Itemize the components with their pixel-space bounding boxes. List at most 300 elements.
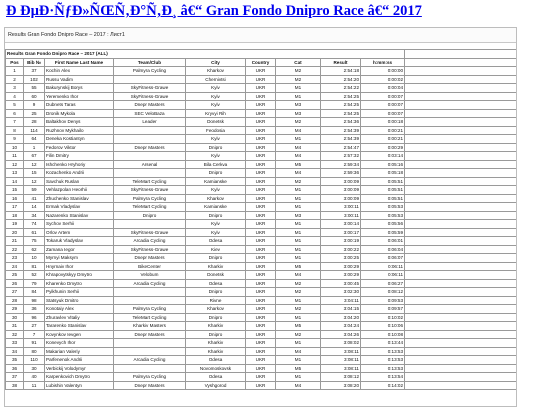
cell-country: UKR xyxy=(246,373,276,382)
cell-bib: 96 xyxy=(24,313,45,322)
cell-pos: 21 xyxy=(6,237,24,246)
cell-team: Palmyra Cycling xyxy=(114,194,186,203)
cell-city: Kyiv xyxy=(186,152,246,161)
cell-team: Dnipro xyxy=(114,211,186,220)
cell-name: Ermak Vladyslav xyxy=(45,203,114,212)
cell-result: 3:00:11 xyxy=(321,203,361,212)
cell-country: UKR xyxy=(246,101,276,110)
cell-team xyxy=(114,288,186,297)
cell-city: Rivne xyxy=(186,296,246,305)
cell-team: Velobum xyxy=(114,271,186,280)
cell-team: SEC VeloBaza xyxy=(114,109,186,118)
cell-country: UKR xyxy=(246,237,276,246)
cell-bib: 25 xyxy=(24,109,45,118)
table-row xyxy=(6,381,517,390)
cell-pos: 37 xyxy=(6,373,24,382)
results-spreadsheet xyxy=(4,27,517,407)
cell-city: Kharkov xyxy=(186,67,246,76)
cell-country: UKR xyxy=(246,92,276,101)
cell-team: SkyFitness-Grawe xyxy=(114,245,186,254)
table-row xyxy=(6,245,517,254)
table-row xyxy=(6,109,517,118)
cell-cat: M1 xyxy=(276,194,321,203)
cell-gap: 0:10:06 xyxy=(361,322,405,331)
cell-country: UKR xyxy=(246,347,276,356)
cell-cat: M1 xyxy=(276,373,321,382)
empty-cell xyxy=(405,356,517,365)
cell-name: Tararenko Stanislav xyxy=(45,322,114,331)
cell-pos: 6 xyxy=(6,109,24,118)
cell-pos: 20 xyxy=(6,228,24,237)
cell-team xyxy=(114,126,186,135)
cell-name: Khrapovytskyy Dmytro xyxy=(45,271,114,280)
cell-city: Feodosia xyxy=(186,126,246,135)
cell-country: UKR xyxy=(246,109,276,118)
cell-team: Dnepr Masters xyxy=(114,254,186,263)
cell-country: UKR xyxy=(246,381,276,390)
table-row xyxy=(6,67,517,76)
cell-name: Filin Dmitry xyxy=(45,152,114,161)
cell-team: Arcadia Cycling xyxy=(114,279,186,288)
cell-gap: 0:05:51 xyxy=(361,194,405,203)
table-row xyxy=(6,271,517,280)
empty-cell xyxy=(405,101,517,110)
cell-result: 2:57:32 xyxy=(321,152,361,161)
header-result: Result xyxy=(321,58,361,67)
cell-cat: M2 xyxy=(276,305,321,314)
cell-name: Kochin Alex xyxy=(45,67,114,76)
cell-country: UKR xyxy=(246,356,276,365)
cell-country: UKR xyxy=(246,339,276,348)
table-row xyxy=(6,75,517,84)
cell-pos: 33 xyxy=(6,339,24,348)
cell-bib: 30 xyxy=(24,364,45,373)
cell-country: UKR xyxy=(246,126,276,135)
cell-pos: 26 xyxy=(6,279,24,288)
cell-country: UKR xyxy=(246,75,276,84)
cell-gap: 0:05:51 xyxy=(361,177,405,186)
header-name: First Name Last Name xyxy=(45,58,114,67)
empty-cell xyxy=(405,228,517,237)
cell-pos: 16 xyxy=(6,194,24,203)
cell-name: Kozachenko Andrii xyxy=(45,169,114,178)
cell-result: 2:54:39 xyxy=(321,126,361,135)
empty-cell xyxy=(405,262,517,271)
cell-city: Odesa xyxy=(186,373,246,382)
cell-bib: 64 xyxy=(24,135,45,144)
cell-team: BikeCenter xyxy=(114,262,186,271)
empty-cell xyxy=(405,160,517,169)
empty-cell xyxy=(405,84,517,93)
cell-bib: 79 xyxy=(24,279,45,288)
cell-result: 2:59:34 xyxy=(321,160,361,169)
cell-city: Dnipro xyxy=(186,169,246,178)
cell-gap: 0:05:53 xyxy=(361,203,405,212)
cell-team: SkyFitness-Grawe xyxy=(114,84,186,93)
cell-bib: 110 xyxy=(24,356,45,365)
cell-pos: 2 xyxy=(6,75,24,84)
cell-cat: M1 xyxy=(276,237,321,246)
cell-gap: 0:09:53 xyxy=(361,296,405,305)
empty-cell xyxy=(405,254,517,263)
cell-team: Arcadia Cycling xyxy=(114,356,186,365)
cell-pos: 36 xyxy=(6,364,24,373)
cell-city: Vyshgorod xyxy=(186,381,246,390)
cell-pos: 7 xyxy=(6,118,24,127)
cell-city: Kharkov xyxy=(186,305,246,314)
cell-result: 3:00:09 xyxy=(321,194,361,203)
cell-city: Kharkiv xyxy=(186,262,246,271)
cell-pos: 29 xyxy=(6,305,24,314)
header-country: Country xyxy=(246,58,276,67)
cell-cat: M3 xyxy=(276,101,321,110)
empty-cell xyxy=(405,186,517,195)
empty-cell xyxy=(405,194,517,203)
table-row xyxy=(6,228,517,237)
table-row xyxy=(6,135,517,144)
cell-cat: M1 xyxy=(276,356,321,365)
table-caption-row xyxy=(6,50,517,59)
empty-cell xyxy=(405,279,517,288)
cell-city: Dnipro xyxy=(186,211,246,220)
cell-bib: 10 xyxy=(24,254,45,263)
cell-country: UKR xyxy=(246,262,276,271)
cell-cat: M1 xyxy=(276,245,321,254)
cell-bib: 55 xyxy=(24,84,45,93)
table-row xyxy=(6,177,517,186)
cell-pos: 8 xyxy=(6,126,24,135)
cell-gap: 0:00:00 xyxy=(361,67,405,76)
cell-bib: 62 xyxy=(24,245,45,254)
cell-country: UKR xyxy=(246,305,276,314)
empty-cell xyxy=(405,245,517,254)
cell-bib: 12 xyxy=(24,160,45,169)
cell-country: UKR xyxy=(246,118,276,127)
table-row xyxy=(6,279,517,288)
cell-gap: 0:13:53 xyxy=(361,356,405,365)
cell-name: Baltakhov Denys xyxy=(45,118,114,127)
cell-name: Zhuravlev Vitaliy xyxy=(45,313,114,322)
cell-city: Chernivtsi xyxy=(186,75,246,84)
cell-gap: 0:06:04 xyxy=(361,245,405,254)
cell-city: Donetsk xyxy=(186,271,246,280)
cell-gap: 0:06:07 xyxy=(361,254,405,263)
cell-bib: 98 xyxy=(24,296,45,305)
cell-city: Odesa xyxy=(186,356,246,365)
cell-gap: 0:05:56 xyxy=(361,220,405,229)
table-row xyxy=(6,330,517,339)
cell-city: Dnipro xyxy=(186,143,246,152)
table-row xyxy=(6,101,517,110)
cell-pos: 32 xyxy=(6,330,24,339)
cell-cat: M1 xyxy=(276,228,321,237)
cell-city: Kryvyi Rih xyxy=(186,109,246,118)
table-row xyxy=(6,169,517,178)
cell-country: UKR xyxy=(246,84,276,93)
empty-cell xyxy=(405,50,517,59)
cell-bib: 61 xyxy=(24,228,45,237)
cell-pos: 18 xyxy=(6,211,24,220)
cell-result: 3:00:09 xyxy=(321,186,361,195)
cell-gap: 0:13:54 xyxy=(361,373,405,382)
cell-gap: 0:00:04 xyxy=(361,84,405,93)
cell-result: 3:00:19 xyxy=(321,237,361,246)
cell-team: Arsenal xyxy=(114,160,186,169)
cell-cat: M2 xyxy=(276,67,321,76)
table-row xyxy=(6,347,517,356)
cell-name: Sychov Serhii xyxy=(45,220,114,229)
table-row xyxy=(6,143,517,152)
cell-gap: 0:05:18 xyxy=(361,169,405,178)
empty-cell xyxy=(405,305,517,314)
cell-pos: 28 xyxy=(6,296,24,305)
cell-gap: 0:06:11 xyxy=(361,262,405,271)
cell-city: Dnipro xyxy=(186,313,246,322)
cell-pos: 35 xyxy=(6,356,24,365)
cell-bib: 27 xyxy=(24,322,45,331)
cell-result: 2:54:20 xyxy=(321,75,361,84)
cell-cat: M4 xyxy=(276,143,321,152)
cell-bib: 34 xyxy=(24,211,45,220)
cell-name: Kovynkov Ievgen xyxy=(45,330,114,339)
table-row xyxy=(6,186,517,195)
cell-result: 3:00:14 xyxy=(321,220,361,229)
cell-gap: 0:05:51 xyxy=(361,186,405,195)
table-row xyxy=(6,288,517,297)
cell-gap: 0:05:16 xyxy=(361,160,405,169)
cell-gap: 0:13:44 xyxy=(361,339,405,348)
cell-result: 3:00:25 xyxy=(321,254,361,263)
cell-result: 3:04:11 xyxy=(321,296,361,305)
cell-team: TeleMart Cycling xyxy=(114,203,186,212)
empty-cell xyxy=(405,211,517,220)
cell-result: 3:04:24 xyxy=(321,322,361,331)
cell-cat: M5 xyxy=(276,364,321,373)
empty-cell xyxy=(405,322,517,331)
cell-result: 2:54:25 xyxy=(321,101,361,110)
cell-result: 2:54:18 xyxy=(321,67,361,76)
table-row xyxy=(6,313,517,322)
cell-pos: 15 xyxy=(6,186,24,195)
cell-result: 3:00:29 xyxy=(321,262,361,271)
empty-cell xyxy=(405,237,517,246)
cell-gap: 0:00:21 xyxy=(361,135,405,144)
empty-cell xyxy=(405,220,517,229)
cell-name: Deneka Kostiantyn xyxy=(45,135,114,144)
cell-bib: 114 xyxy=(24,126,45,135)
cell-team: Dnepr Masters xyxy=(114,330,186,339)
cell-cat: M1 xyxy=(276,313,321,322)
cell-result: 2:54:25 xyxy=(321,109,361,118)
cell-result: 3:08:11 xyxy=(321,356,361,365)
cell-pos: 13 xyxy=(6,169,24,178)
cell-name: Pyikhunin Serhii xyxy=(45,288,114,297)
cell-cat: M1 xyxy=(276,186,321,195)
sheet-tab-label: Results Gran Fondo Dnipro Race – 2017 : Лист1 xyxy=(5,28,516,43)
cell-city: Kiev xyxy=(186,245,246,254)
cell-pos: 4 xyxy=(6,92,24,101)
cell-team xyxy=(114,75,186,84)
empty-cell xyxy=(405,92,517,101)
header-pos: Pos xyxy=(6,58,24,67)
cell-country: UKR xyxy=(246,186,276,195)
empty-cell xyxy=(405,313,517,322)
cell-cat: M2 xyxy=(276,330,321,339)
cell-city: Kharkov xyxy=(186,194,246,203)
table-row xyxy=(6,339,517,348)
cell-country: UKR xyxy=(246,330,276,339)
cell-name: Konotaiy Alex xyxy=(45,305,114,314)
cell-name: Lubishin Valentyn xyxy=(45,381,114,390)
cell-name: Ishchenko Hryhoriy xyxy=(45,160,114,169)
cell-country: UKR xyxy=(246,194,276,203)
cell-bib: 12 xyxy=(24,177,45,186)
cell-pos: 23 xyxy=(6,254,24,263)
cell-city: Kyiv xyxy=(186,228,246,237)
cell-cat: M5 xyxy=(276,160,321,169)
cell-bib: 14 xyxy=(24,203,45,212)
cell-city: Bila Cerkva xyxy=(186,160,246,169)
empty-cell xyxy=(405,381,517,390)
cell-result: 2:54:22 xyxy=(321,84,361,93)
cell-country: UKR xyxy=(246,160,276,169)
cell-cat: M4 xyxy=(276,169,321,178)
cell-pos: 19 xyxy=(6,220,24,229)
cell-city: Kharkiv xyxy=(186,347,246,356)
cell-team: SkyFitness-Grawe xyxy=(114,186,186,195)
cell-country: UKR xyxy=(246,322,276,331)
cell-bib: 52 xyxy=(24,271,45,280)
cell-bib: 11 xyxy=(24,381,45,390)
cell-cat: M5 xyxy=(276,262,321,271)
cell-name: Myrnyi Maksym xyxy=(45,254,114,263)
cell-city: Odesa xyxy=(186,279,246,288)
cell-pos: 5 xyxy=(6,101,24,110)
table-row xyxy=(6,305,517,314)
cell-bib: 1 xyxy=(24,143,45,152)
cell-team: Palmyra Cycling xyxy=(114,373,186,382)
cell-gap: 0:13:53 xyxy=(361,364,405,373)
cell-name: Parfenenok Andrii xyxy=(45,356,114,365)
cell-city: Dnipro xyxy=(186,330,246,339)
header-cat: Cat xyxy=(276,58,321,67)
cell-bib: 102 xyxy=(24,75,45,84)
cell-bib: 60 xyxy=(24,92,45,101)
cell-gap: 0:13:53 xyxy=(361,347,405,356)
empty-cell xyxy=(405,177,517,186)
cell-bib: 80 xyxy=(24,347,45,356)
empty-cell xyxy=(405,135,517,144)
cell-gap: 0:06:27 xyxy=(361,279,405,288)
cell-team: Palmyra Cycling xyxy=(114,305,186,314)
table-row xyxy=(6,296,517,305)
cell-result: 2:54:47 xyxy=(321,143,361,152)
empty-cell xyxy=(405,296,517,305)
cell-pos: 12 xyxy=(6,160,24,169)
cell-cat: M2 xyxy=(276,118,321,127)
results-table xyxy=(5,49,517,390)
empty-cell xyxy=(405,288,517,297)
cell-team: Dnepr Masters xyxy=(114,101,186,110)
cell-cat: M4 xyxy=(276,347,321,356)
empty-cell xyxy=(405,58,517,67)
header-gap: h:mm:ss xyxy=(361,58,405,67)
cell-result: 3:00:09 xyxy=(321,177,361,186)
table-header-row xyxy=(6,58,517,67)
cell-team: SkyFitness-Grawe xyxy=(114,228,186,237)
cell-cat: M4 xyxy=(276,126,321,135)
cell-team xyxy=(114,169,186,178)
cell-name: Savchuk Ruslan xyxy=(45,177,114,186)
table-row xyxy=(6,373,517,382)
cell-city: Kharkiv xyxy=(186,339,246,348)
table-row xyxy=(6,152,517,161)
cell-bib: 37 xyxy=(24,67,45,76)
cell-city: Kyiv xyxy=(186,186,246,195)
cell-gap: 0:08:12 xyxy=(361,288,405,297)
cell-result: 3:08:02 xyxy=(321,339,361,348)
empty-cell xyxy=(405,109,517,118)
cell-result: 2:54:36 xyxy=(321,118,361,127)
empty-cell xyxy=(405,271,517,280)
table-row xyxy=(6,237,517,246)
cell-gap: 0:09:57 xyxy=(361,305,405,314)
cell-bib: 67 xyxy=(24,152,45,161)
cell-country: UKR xyxy=(246,245,276,254)
cell-name: Russu Vadim xyxy=(45,75,114,84)
cell-team xyxy=(114,347,186,356)
empty-cell xyxy=(405,373,517,382)
cell-pos: 3 xyxy=(6,84,24,93)
cell-result: 3:00:17 xyxy=(321,228,361,237)
cell-cat: M3 xyxy=(276,211,321,220)
cell-gap: 0:03:14 xyxy=(361,152,405,161)
cell-cat: M2 xyxy=(276,75,321,84)
cell-pos: 22 xyxy=(6,245,24,254)
cell-gap: 0:05:59 xyxy=(361,228,405,237)
cell-cat: M1 xyxy=(276,339,321,348)
cell-name: Fedorov Viktor xyxy=(45,143,114,152)
cell-result: 3:08:11 xyxy=(321,347,361,356)
cell-country: UKR xyxy=(246,228,276,237)
cell-pos: 25 xyxy=(6,271,24,280)
cell-name: Makarian Valeriy xyxy=(45,347,114,356)
cell-pos: 24 xyxy=(6,262,24,271)
cell-country: UKR xyxy=(246,143,276,152)
cell-name: Kharenko Dmytro xyxy=(45,279,114,288)
cell-cat: M1 xyxy=(276,84,321,93)
cell-result: 3:04:15 xyxy=(321,305,361,314)
cell-cat: M1 xyxy=(276,220,321,229)
cell-result: 3:04:26 xyxy=(321,330,361,339)
table-row xyxy=(6,160,517,169)
empty-cell xyxy=(405,75,517,84)
cell-team xyxy=(114,296,186,305)
page-title[interactable]: Ð ÐµÐ·ÑƒÐ»ÑŒÑ‚Ð°Ñ‚Ð¸ â€“ Gran Fondo Dnipro Race â€“ 2017 xyxy=(6,3,422,19)
cell-result: 3:00:29 xyxy=(321,271,361,280)
cell-city: Kyiv xyxy=(186,84,246,93)
cell-city: Kamianske xyxy=(186,177,246,186)
cell-name: Zamana Iegor xyxy=(45,245,114,254)
header-team: Team/Club xyxy=(114,58,186,67)
cell-cat: M2 xyxy=(276,288,321,297)
cell-team: Palmyra Cycling xyxy=(114,67,186,76)
cell-gap: 0:00:29 xyxy=(361,143,405,152)
cell-team xyxy=(114,220,186,229)
table-row xyxy=(6,254,517,263)
empty-cell xyxy=(405,126,517,135)
cell-bib: 74 xyxy=(24,220,45,229)
